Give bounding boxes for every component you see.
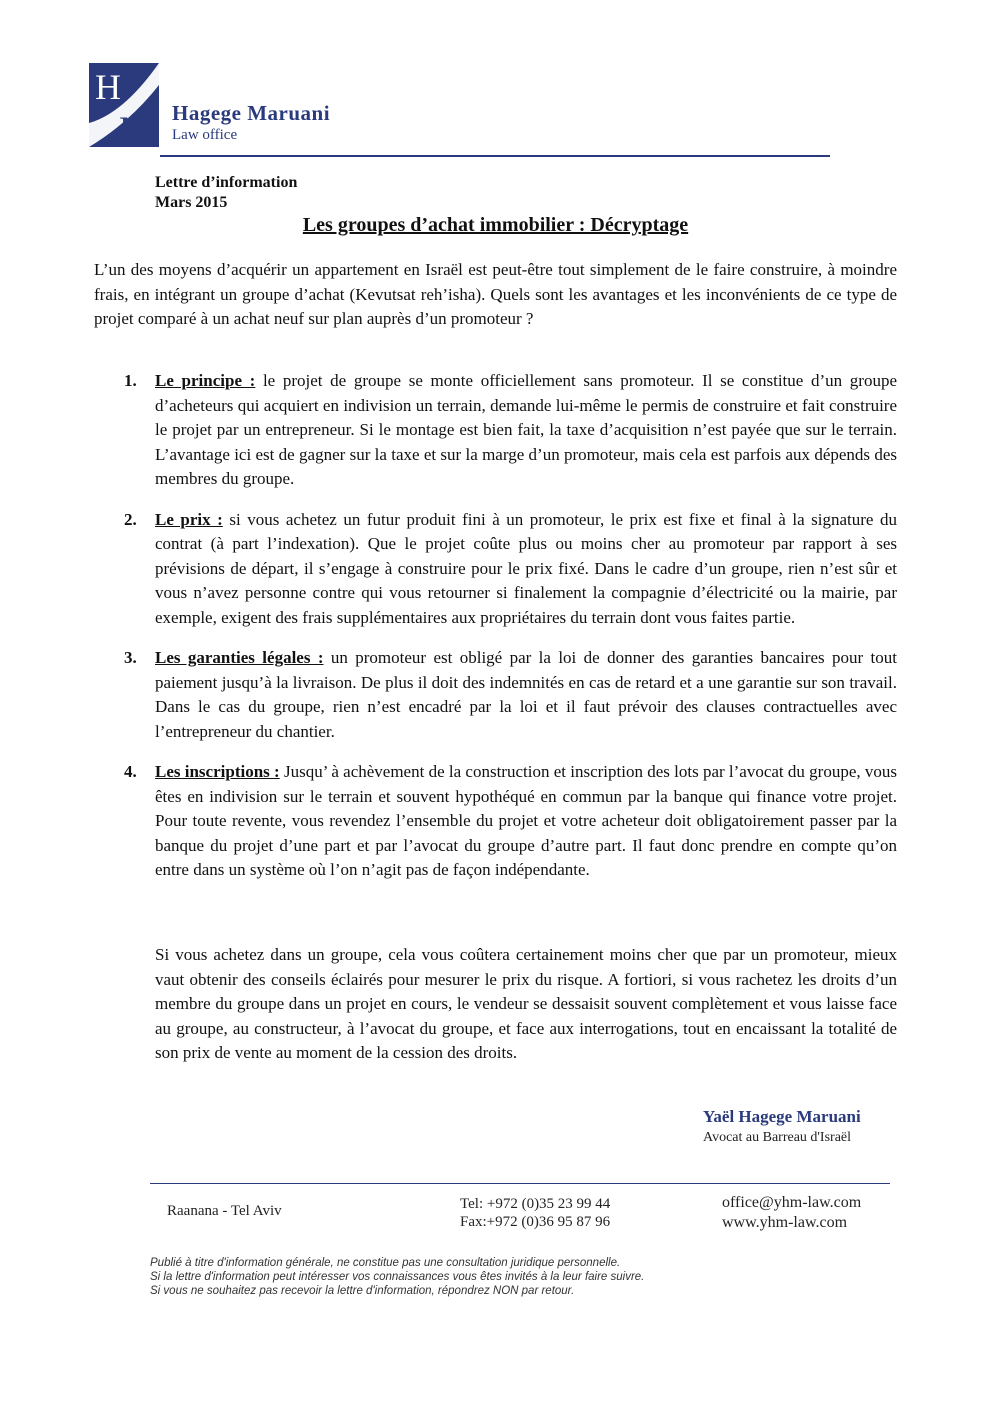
signature-name: Yaël Hagege Maruani bbox=[703, 1107, 861, 1126]
footer-tel: Tel: +972 (0)35 23 99 44 bbox=[460, 1196, 611, 1212]
firm-name: Hagege Maruani bbox=[172, 101, 331, 125]
signature-title: Avocat au Barreau d'Israël bbox=[703, 1130, 852, 1145]
hm-logo bbox=[89, 63, 159, 147]
item-text: si vous achetez un futur produit fini à un promoteur, le prix est fixe et final à la signature du contrat (à part l’indexation). Que le projet coûte plus ou moins cher au promoteur par rapport à ses prévisions de départ, il s’engage à construire pour le prix fixé. Dans le cadre d’un groupe, rien n’est sûr et vous n’avez personne contre qui vous retourner si finalement la compagnie d’électricité ou la mairie, par exemple, exigent des frais supplémentaires aux propriétaires du terrain dont vous faites partie. bbox=[155, 509, 897, 627]
footer-city: Raanana - Tel Aviv bbox=[167, 1203, 282, 1219]
footer-fax: Fax:+972 (0)36 95 87 96 bbox=[460, 1214, 611, 1230]
logo-letter-m: M bbox=[119, 109, 152, 147]
closing-paragraph: Si vous achetez dans un groupe, cela vous coûtera certainement moins cher que par un promoteur, mieux vaut obtenir des conseils éclairés pour mesurer le prix du risque. A fortiori, si vous rachetez les droits d’un membre du groupe dans un projet en cours, le vendeur se dessaisit souvent complètement et vous laisse face au groupe, au constructeur, à l’avocat du groupe, et face aux interrogations, tout en encaissant la totalité de son prix de vente au moment de la cession des droits. bbox=[155, 945, 897, 1062]
meta-type: Lettre d’information bbox=[155, 174, 298, 191]
item-number: 4. bbox=[124, 762, 137, 781]
list-item bbox=[120, 646, 897, 744]
letter-meta bbox=[155, 173, 297, 213]
footer-phones bbox=[460, 1195, 610, 1231]
footer-divider bbox=[150, 1183, 890, 1184]
disclaimer-line: Publié à titre d'information générale, ne constitue pas une consultation juridique personnelle. bbox=[150, 1257, 621, 1269]
page-title: Les groupes d’achat immobilier : Décryptage bbox=[302, 214, 689, 236]
firm-subtitle: Law office bbox=[172, 127, 238, 143]
disclaimer-line: Si vous ne souhaitez pas recevoir la lettre d'information, répondrez NON par retour. bbox=[150, 1285, 575, 1297]
item-text: un promoteur est obligé par la loi de donner des garanties bancaires pour tout paiement jusqu’à la livraison. De plus il doit des indemnités en cas de retard et a une garantie sur son travail. Dans le cas du groupe, rien n’est encadré par la loi et il faut prévoir des clauses contractuelles avec l’entrepreneur du chantier. bbox=[155, 648, 897, 741]
disclaimer-line: Si la lettre d'information peut intéresser vos connaissances vous êtes invités à la leur faire suivre. bbox=[150, 1271, 645, 1283]
logo-letter-h: H bbox=[95, 67, 121, 107]
item-label: Les inscriptions : bbox=[155, 762, 280, 781]
list-item bbox=[120, 760, 897, 883]
item-number: 3. bbox=[124, 648, 137, 667]
meta-date: Mars 2015 bbox=[155, 194, 228, 211]
item-label: Le principe : bbox=[155, 371, 256, 390]
footer-email-link[interactable]: office@yhm-law.com bbox=[722, 1194, 862, 1211]
item-text: le projet de groupe se monte officiellement sans promoteur. Il se constitue d’un groupe d’acheteurs qui acquiert en indivision un terrain, demande lui-même le permis de construire et fait construire le projet par un entrepreneur. Si le montage est bien fait, la taxe d’acquisition n’est payée que sur le terrain. L’avantage ici est de gagner sur la taxe et sur la marge d’un promoteur, mais cela est parfois aux dépends des membres du groupe. bbox=[155, 371, 897, 488]
item-text: Jusqu’ à achèvement de la construction et inscription des lots par l’avocat du groupe, vous êtes en indivision sur le terrain et souvent hypothéqué en commun par la banque qui finance votre projet. Pour toute revente, vous revendez l’ensemble du projet et votre acheteur doit obligatoirement passer par la banque du projet d’une part et par l’avocat du groupe d’autre part. Il faut donc prendre en compte qu’on entre dans un système où l’on n’agit pas de façon indépendante. bbox=[155, 762, 897, 879]
item-label: Le prix : bbox=[155, 509, 223, 529]
item-label: Les garanties légales : bbox=[155, 648, 324, 667]
item-number: 1. bbox=[124, 371, 137, 390]
numbered-list bbox=[120, 369, 897, 899]
item-number: 2. bbox=[124, 509, 137, 529]
list-item bbox=[120, 508, 897, 631]
footer-contact bbox=[722, 1193, 861, 1233]
footer-website-link[interactable]: www.yhm-law.com bbox=[722, 1214, 848, 1231]
list-item bbox=[120, 369, 897, 492]
header-divider bbox=[160, 155, 830, 157]
intro-paragraph: L’un des moyens d’acquérir un appartement en Israël est peut-être tout simplement de le faire construire, à moindre frais, en intégrant un groupe d’achat (Kevutsat reh’isha). Quels sont les avantages et les inconvénients de ce type de projet comparé à un achat neuf sur plan auprès d’un promoteur ? bbox=[94, 260, 897, 328]
disclaimer bbox=[150, 1256, 644, 1298]
